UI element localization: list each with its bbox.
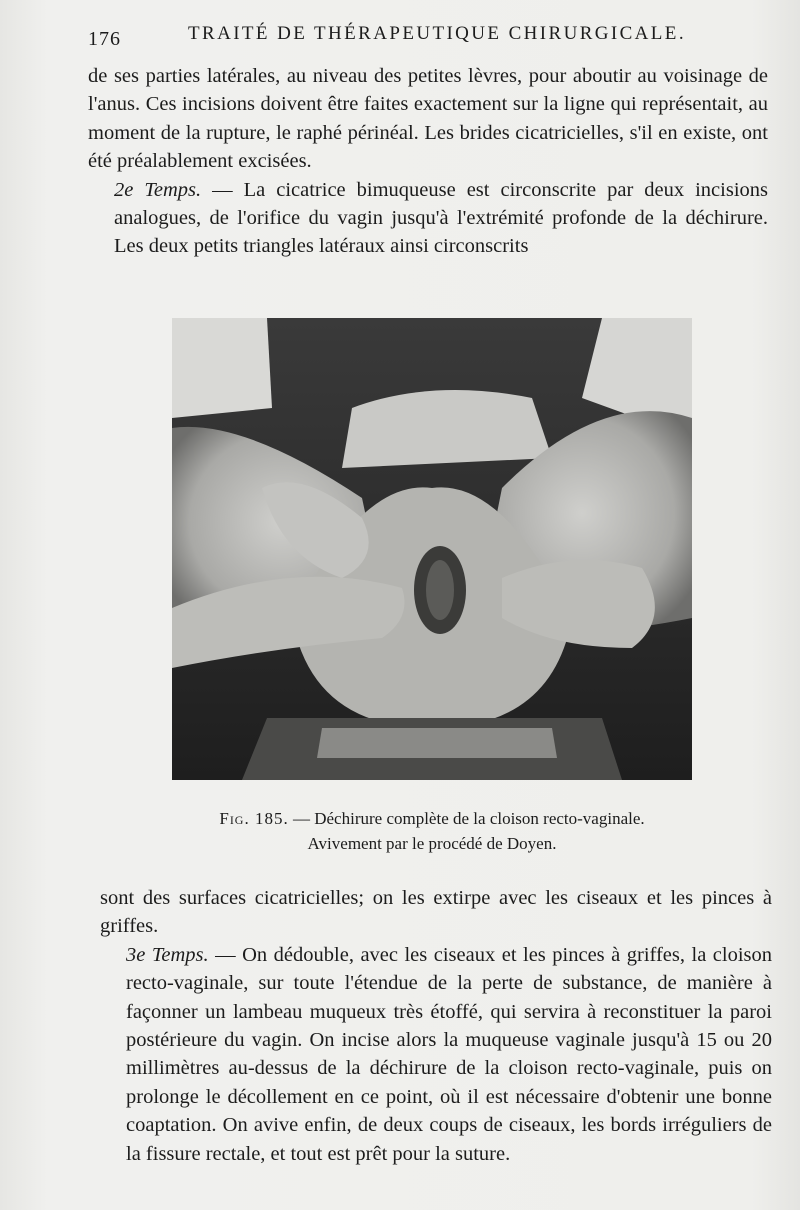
step-label: 2e Temps.: [114, 178, 202, 201]
figure-photograph: [172, 318, 692, 780]
figure-caption: [172, 806, 692, 856]
running-title: TRAITÉ DE THÉRAPEUTIQUE CHIRURGICALE.: [188, 23, 686, 44]
text-block-bottom: [100, 884, 772, 1168]
step-text: La cicatrice bimuqueuse est circonscrite par deux incisions analogues, de l'orifice du vagin jusqu'à l'extrémité profonde de la déchirure. Les deux petits triangles latéraux ainsi circonscrits: [114, 178, 768, 258]
caption-line-1: [172, 806, 692, 831]
em-dash-3: —: [208, 943, 243, 966]
step-text-3: On dédouble, avec les ciseaux et les pinces à griffes, la cloison recto-vaginale, sur toute l'étendue de la perte de substance, de manière à façonner un lambeau muqueux très étoffé, qui servira à reconstituer la paroi postérieure du vagin. On incise alors la muqueuse vaginale jusqu'à 15 ou 20 millimètres au-dessus de la déchirure de la cloison recto-vaginale, puis on prolonge le décollement en ce point, où il est nécessaire d'obtenir une bonne coaptation. On avive enfin, de deux coups de ciseaux, les bords irréguliers de la fissure rectale, et tout est prêt pour la suture.: [126, 943, 773, 1165]
page-number: 176: [88, 28, 121, 50]
running-head: [88, 20, 768, 50]
paragraph-continuation-2: sont des surfaces cicatricielles; on les extirpe avec les ciseaux et les pinces à griffes.: [100, 887, 772, 938]
figure-number: Fig. 185.: [219, 809, 289, 828]
caption-title: — Déchirure complète de la cloison recto-vaginale.: [288, 809, 645, 828]
em-dash: —: [201, 178, 244, 201]
text-block-top: [88, 62, 768, 261]
caption-line-2: Avivement par le procédé de Doyen.: [307, 834, 557, 853]
step-label-3: 3e Temps.: [126, 943, 209, 966]
paragraph-second-step: [88, 176, 768, 261]
paragraph-continuation: de ses parties latérales, au niveau des petites lèvres, pour aboutir au voisinage de l'anus. Ces incisions doivent être faites exactement sur la ligne qui représentait, au moment de la rupture, le raphé périnéal. Les brides cicatricielles, s'il en existe, ont été préalablement excisées.: [88, 65, 768, 173]
surgical-photo-illustration: [172, 318, 692, 780]
paragraph-third-step: [100, 941, 772, 1168]
